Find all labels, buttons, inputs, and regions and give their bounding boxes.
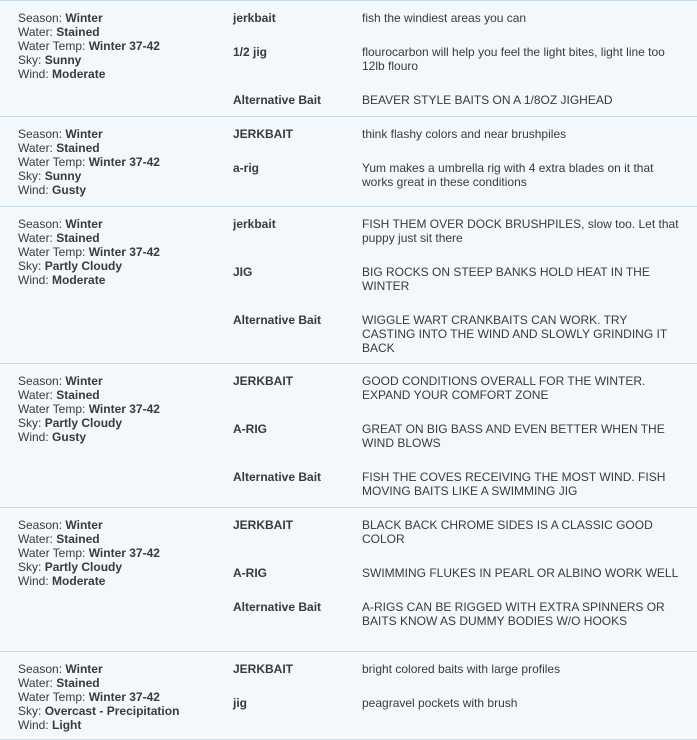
bait-name: Alternative Bait (233, 470, 322, 484)
bait-tip: FISH THEM OVER DOCK BRUSHPILES, slow too. Let that puppy just sit there (362, 217, 679, 245)
season-line (18, 518, 232, 532)
bait-row (232, 518, 697, 546)
wind-value: Gusty (52, 183, 87, 197)
bait-row (232, 422, 697, 450)
water-value: Stained (56, 676, 100, 690)
wind-label: Wind: (18, 183, 49, 197)
sky-value: Partly Cloudy (44, 259, 123, 273)
wind-value: Moderate (52, 574, 106, 588)
sky-value: Sunny (44, 169, 82, 183)
baits-list (232, 117, 697, 206)
bait-tip: GREAT ON BIG BASS AND EVEN BETTER WHEN THE WIND BLOWS (362, 422, 665, 450)
water-temp-label: Water Temp: (18, 402, 86, 416)
sky-line (18, 416, 232, 430)
condition-group (0, 117, 697, 207)
season-value: Winter (65, 518, 103, 532)
bait-row (232, 11, 697, 25)
bait-row (232, 127, 697, 141)
baits-list (232, 207, 697, 363)
bait-row (232, 696, 697, 710)
wind-line (18, 273, 232, 287)
conditions-cell (0, 364, 232, 507)
season-value: Winter (65, 662, 103, 676)
season-label: Season: (18, 662, 63, 676)
wind-value: Moderate (52, 67, 106, 81)
bait-row (232, 374, 697, 402)
condition-group (0, 207, 697, 364)
sky-label: Sky: (18, 416, 42, 430)
bait-name: JERKBAIT (233, 662, 294, 676)
sky-line (18, 169, 232, 183)
wind-value: Moderate (52, 273, 106, 287)
sky-label: Sky: (18, 169, 42, 183)
sky-label: Sky: (18, 53, 42, 67)
water-temp-label: Water Temp: (18, 546, 86, 560)
bait-tip: GOOD CONDITIONS OVERALL FOR THE WINTER. EXPAND YOUR COMFORT ZONE (362, 374, 646, 402)
wind-line (18, 183, 232, 197)
water-temp-value: Winter 37-42 (88, 690, 160, 704)
water-label: Water: (18, 231, 53, 245)
water-temp-value: Winter 37-42 (88, 245, 160, 259)
sky-line (18, 259, 232, 273)
season-line (18, 127, 232, 141)
water-temp-label: Water Temp: (18, 690, 86, 704)
water-temp-value: Winter 37-42 (88, 155, 160, 169)
conditions-cell (0, 207, 232, 363)
bait-row (232, 600, 697, 628)
bait-name: jig (233, 696, 247, 710)
bait-row (232, 265, 697, 293)
wind-line (18, 718, 232, 732)
season-label: Season: (18, 127, 63, 141)
bait-tip: peagravel pockets with brush (362, 696, 518, 710)
baits-list (232, 508, 697, 651)
water-temp-label: Water Temp: (18, 39, 86, 53)
bait-name: 1/2 jig (233, 45, 268, 59)
bait-tip: flourocarbon will help you feel the light bites, light line too 12lb flouro (362, 45, 665, 73)
bait-tip: Yum makes a umbrella rig with 4 extra blades on it that works great in these conditions (362, 161, 654, 189)
wind-line (18, 430, 232, 444)
bait-tip: think flashy colors and near brushpiles (362, 127, 567, 141)
conditions-cell (0, 652, 232, 739)
water-label: Water: (18, 532, 53, 546)
water-temp-line (18, 402, 232, 416)
water-value: Stained (56, 388, 100, 402)
wind-value: Gusty (52, 430, 87, 444)
water-line (18, 231, 232, 245)
season-value: Winter (65, 217, 103, 231)
water-temp-line (18, 245, 232, 259)
water-line (18, 388, 232, 402)
wind-label: Wind: (18, 67, 49, 81)
conditions-cell (0, 1, 232, 116)
season-line (18, 11, 232, 25)
water-temp-label: Water Temp: (18, 245, 86, 259)
bait-name: JERKBAIT (233, 374, 294, 388)
sky-label: Sky: (18, 704, 42, 718)
bait-name: A-RIG (233, 566, 267, 580)
sky-label: Sky: (18, 259, 42, 273)
water-temp-line (18, 39, 232, 53)
season-label: Season: (18, 518, 63, 532)
sky-line (18, 53, 232, 67)
water-temp-line (18, 690, 232, 704)
bait-row (232, 161, 697, 189)
water-value: Stained (56, 141, 100, 155)
season-value: Winter (65, 11, 103, 25)
water-value: Stained (56, 25, 100, 39)
season-value: Winter (65, 374, 103, 388)
bait-row (232, 313, 697, 355)
condition-group (0, 1, 697, 117)
bait-tip: A-RIGS CAN BE RIGGED WITH EXTRA SPINNERS OR BAITS KNOW AS DUMMY BODIES W/O HOOKS (362, 600, 665, 628)
sky-line (18, 560, 232, 574)
sky-value: Sunny (44, 53, 82, 67)
sky-value: Partly Cloudy (44, 560, 123, 574)
conditions-cell (0, 508, 232, 651)
sky-line (18, 704, 232, 718)
bait-row (232, 45, 697, 73)
bait-tip: BLACK BACK CHROME SIDES IS A CLASSIC GOOD COLOR (362, 518, 653, 546)
water-line (18, 532, 232, 546)
water-temp-label: Water Temp: (18, 155, 86, 169)
season-label: Season: (18, 11, 63, 25)
bait-tip: BEAVER STYLE BAITS ON A 1/8OZ JIGHEAD (362, 93, 613, 107)
wind-label: Wind: (18, 574, 49, 588)
condition-group (0, 508, 697, 652)
bait-name: JIG (233, 265, 253, 279)
wind-label: Wind: (18, 273, 49, 287)
bait-row (232, 566, 697, 580)
water-value: Stained (56, 231, 100, 245)
water-line (18, 25, 232, 39)
bait-name: jerkbait (233, 11, 276, 25)
sky-label: Sky: (18, 560, 42, 574)
water-label: Water: (18, 141, 53, 155)
wind-line (18, 67, 232, 81)
water-label: Water: (18, 676, 53, 690)
water-value: Stained (56, 532, 100, 546)
sky-value: Partly Cloudy (44, 416, 123, 430)
wind-line (18, 574, 232, 588)
bait-tip: WIGGLE WART CRANKBAITS CAN WORK. TRY CASTING INTO THE WIND AND SLOWLY GRINDING IT BACK (362, 313, 667, 355)
season-value: Winter (65, 127, 103, 141)
bait-name: Alternative Bait (233, 93, 322, 107)
sky-value: Overcast - Precipitation (44, 704, 180, 718)
bait-row (232, 470, 697, 498)
bait-tip: BIG ROCKS ON STEEP BANKS HOLD HEAT IN THE WINTER (362, 265, 650, 293)
bait-name: a-rig (233, 161, 260, 175)
bait-row (232, 217, 697, 245)
bait-row (232, 93, 697, 107)
water-line (18, 676, 232, 690)
wind-value: Light (52, 718, 82, 732)
bait-row (232, 662, 697, 676)
water-temp-value: Winter 37-42 (88, 402, 160, 416)
season-label: Season: (18, 374, 63, 388)
bait-name: jerkbait (233, 217, 276, 231)
water-temp-value: Winter 37-42 (88, 39, 160, 53)
wind-label: Wind: (18, 718, 49, 732)
condition-group (0, 364, 697, 508)
bait-name: A-RIG (233, 422, 267, 436)
season-line (18, 217, 232, 231)
bait-name: Alternative Bait (233, 313, 322, 327)
water-temp-line (18, 546, 232, 560)
water-temp-line (18, 155, 232, 169)
bait-name: JERKBAIT (233, 127, 294, 141)
bait-tip: FISH THE COVES RECEIVING THE MOST WIND. FISH MOVING BAITS LIKE A SWIMMING JIG (362, 470, 666, 498)
condition-group (0, 652, 697, 740)
water-line (18, 141, 232, 155)
season-label: Season: (18, 217, 63, 231)
conditions-cell (0, 117, 232, 206)
baits-list (232, 652, 697, 739)
season-line (18, 662, 232, 676)
water-temp-value: Winter 37-42 (88, 546, 160, 560)
bait-name: Alternative Bait (233, 600, 322, 614)
bait-tip: SWIMMING FLUKES IN PEARL OR ALBINO WORK WELL (362, 566, 679, 580)
wind-label: Wind: (18, 430, 49, 444)
water-label: Water: (18, 25, 53, 39)
baits-list (232, 364, 697, 507)
water-label: Water: (18, 388, 53, 402)
season-line (18, 374, 232, 388)
baits-list (232, 1, 697, 116)
bait-tip: fish the windiest areas you can (362, 11, 527, 25)
bait-tip: bright colored baits with large profiles (362, 662, 561, 676)
bait-name: JERKBAIT (233, 518, 294, 532)
